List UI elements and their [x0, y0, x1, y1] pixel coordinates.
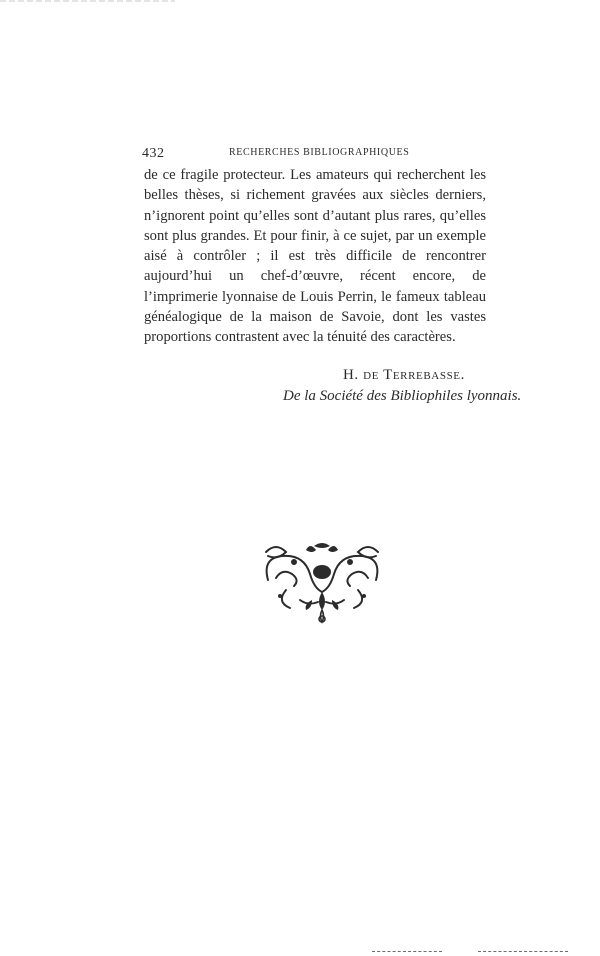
bottom-dashed-rule-right	[478, 951, 568, 953]
author-initial: H.	[343, 367, 359, 383]
author-name: de Terrebasse.	[363, 367, 465, 383]
floral-tailpiece-ornament-icon	[256, 540, 388, 624]
author-affiliation: De la Société des Bibliophiles lyonnais.	[283, 388, 522, 404]
scan-edge-mark	[0, 0, 175, 2]
body-paragraph: de ce fragile protecteur. Les amateurs qui recherchent les belles thèses, si richement gravées aux siècles derniers, n’ignorent point qu’elles sont d’autant plus rares, qu’elles sont plus grandes. Et pour finir, à ce sujet, par un exemple aisé à contrôler ; il est très difficile de rencontrer aujourd’hui un chef-d’œuvre, récent encore, de l’imprimerie lyonnaise de Louis Perrin, le fameux tableau généalogique de la maison de Savoie, dont les vastes proportions contrastent avec la ténuité des caractères.	[144, 167, 486, 346]
bottom-dashed-rule-left	[372, 951, 442, 953]
running-head	[142, 144, 487, 164]
author-signature	[343, 367, 465, 384]
page-number: 432	[142, 146, 165, 161]
running-head-title: RECHERCHES BIBLIOGRAPHIQUES	[229, 147, 410, 158]
